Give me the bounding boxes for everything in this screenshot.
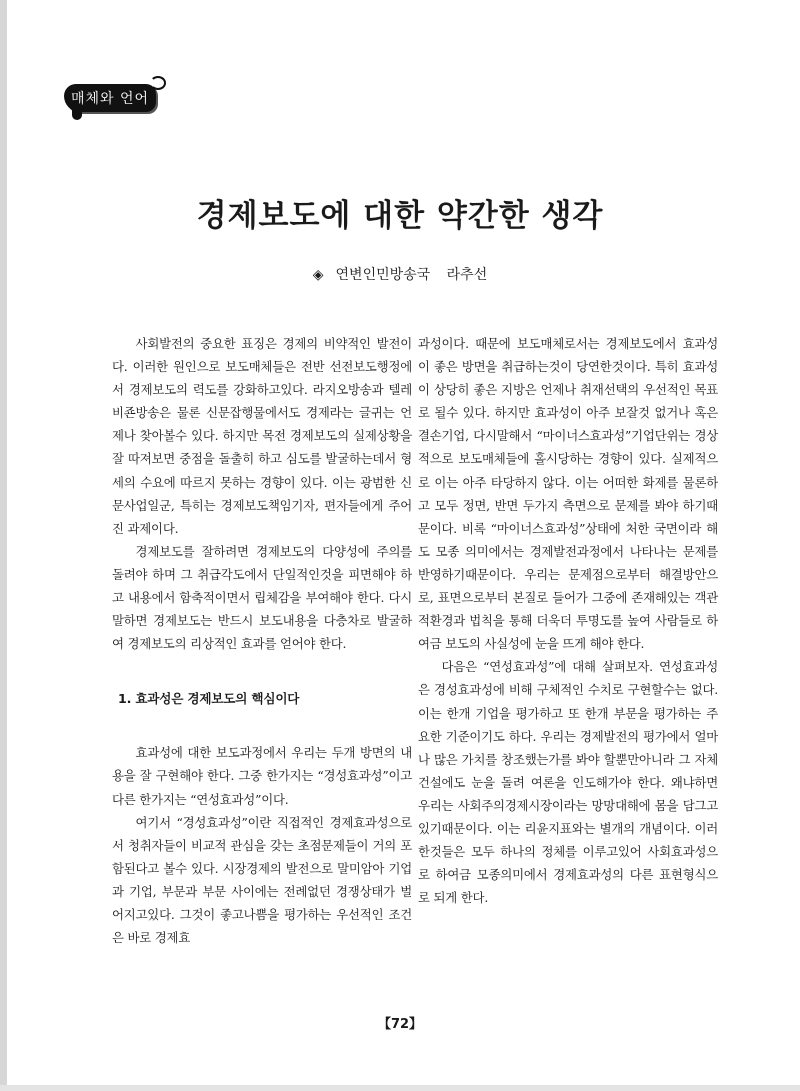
article-title: 경제보도에 대한 약간한 생각 — [196, 198, 604, 234]
paragraph: 경제보도를 잘하려면 경제보도의 다양성에 주의를 돌려야 하며 그 취급각도에서 단일적인것을 피면해야 하고 내용에서 함축적이면서 립체감을 부여해야 한다. 다시말하면 경제보도는 반드시 보도내용을 다층차로 발굴하여 경제보도의 리상적인 효과를 얻어야 한다. — [112, 543, 412, 652]
badge-swirl-icon — [150, 76, 166, 90]
section-badge — [64, 84, 156, 112]
section-badge-label: 매체와 언어 — [70, 91, 150, 107]
paragraph: 다음은 “연성효과성”에 대해 살펴보자. 연성효과성은 경성효과성에 비해 구체적인 수치로 구현할수는 없다. 이는 한개 기업을 평가하고 또 한개 부문을 평가하는 주요한 기준이기도 하다. 우리는 경제발전의 평가에서 얼마나 많은 가치를 창조했는가를 봐야 할뿐만아니라 그 자체건설에도 눈을 돌려 여론을 인도해가야 한다. 왜냐하면 우리는 사회주의경제시장이라는 망망대해에 몸을 담그고 있기때문이다. 이는 리윤지표와는 별개의 개념이다. 이러한것들은 모두 하나의 정체를 이루고있어 사회효과성으로 하여금 모종의미에서 경제효과성의 다른 표현형식으로 되게 한다. — [418, 659, 718, 906]
left-column — [112, 332, 412, 949]
paragraph: 사회발전의 중요한 표징은 경제의 비약적인 발전이다. 이러한 원인으로 보도매체들은 전반 선전보도행정에서 경제보도의 력도를 강화하고있다. 라지오방송과 텔레비죤방송은 물론 신문잡행물에서도 경제라는 글귀는 언제나 찾아볼수 있다. 하지만 목전 경제보도의 실제상황을 잘 따져보면 중점을 돌출히 하고 심도를 발굴하는데서 형세의 수요에 따르지 못하는 경향이 있다. 이는 광범한 신문사업일군, 특히는 경제보도책임기자, 편자들에게 주어진 과제이다. — [112, 336, 412, 536]
page-number: 【72】 — [377, 1017, 423, 1032]
byline-author: 라추선 — [446, 267, 488, 283]
paragraph: 여기서 “경성효과성”이란 직접적인 경제효과성으로서 청취자들이 비교적 관심을 갖는 초점문제들이 거의 포함된다고 볼수 있다. 시장경제의 발전으로 말미암아 기업과 기업, 부문과 부문 사이에는 전례없던 경쟁상태가 벌어지고있다. 그것이 좋고나쁨을 평가하는 우선적인 조건은 바로 경제효 — [112, 814, 412, 946]
badge-tail-icon — [72, 110, 82, 120]
scan-bottom-edge — [0, 1085, 800, 1091]
paragraph: 과성이다. 때문에 보도매체로서는 경제보도에서 효과성이 좋은 방면을 취급하는것이 당연한것이다. 특히 효과성이 상당히 좋은 지방은 언제나 취재선택의 우선적인 목표로 될수 있다. 하지만 효과성이 아주 보잘것 없거나 혹은 결손기업, 다시말해서 “마이너스효과성”기업단위는 경상적으로 보도매체들에 홀시당하는 경향이 있다. 실제적으로 이는 아주 타당하지 않다. 이는 어떠한 화제를 물론하고 모두 정면, 반면 두가지 측면으로 문제를 봐야 하기때문이다. 비록 “마이너스효과성”상태에 처한 국면이라 해도 모종 의미에서는 경제발전과정에서 나타나는 문제를 반영하기때문이다. 우리는 문제점으로부터 해결방안으로, 표면으로부터 본질로 들어가 그중에 존재해있는 객관적환경과 법칙을 통해 더욱더 투명도를 높여 사람들로 하여금 보도의 사실성에 눈을 뜨게 해야 한다. — [418, 336, 718, 652]
byline-organization: 연변인민방송국 — [335, 267, 431, 283]
section-heading: 1. 효과성은 경제보도의 핵심이다 — [118, 691, 300, 707]
scan-left-edge — [0, 0, 7, 1091]
byline — [0, 264, 800, 284]
byline-marker-icon: ◈ — [312, 267, 324, 283]
paragraph: 효과성에 대한 보도과정에서 우리는 두개 방면의 내용을 잘 구현해야 한다. 그중 한가지는 “경성효과성”이고 다른 한가지는 “연성효과성”이다. — [112, 745, 412, 807]
right-column — [418, 332, 718, 909]
